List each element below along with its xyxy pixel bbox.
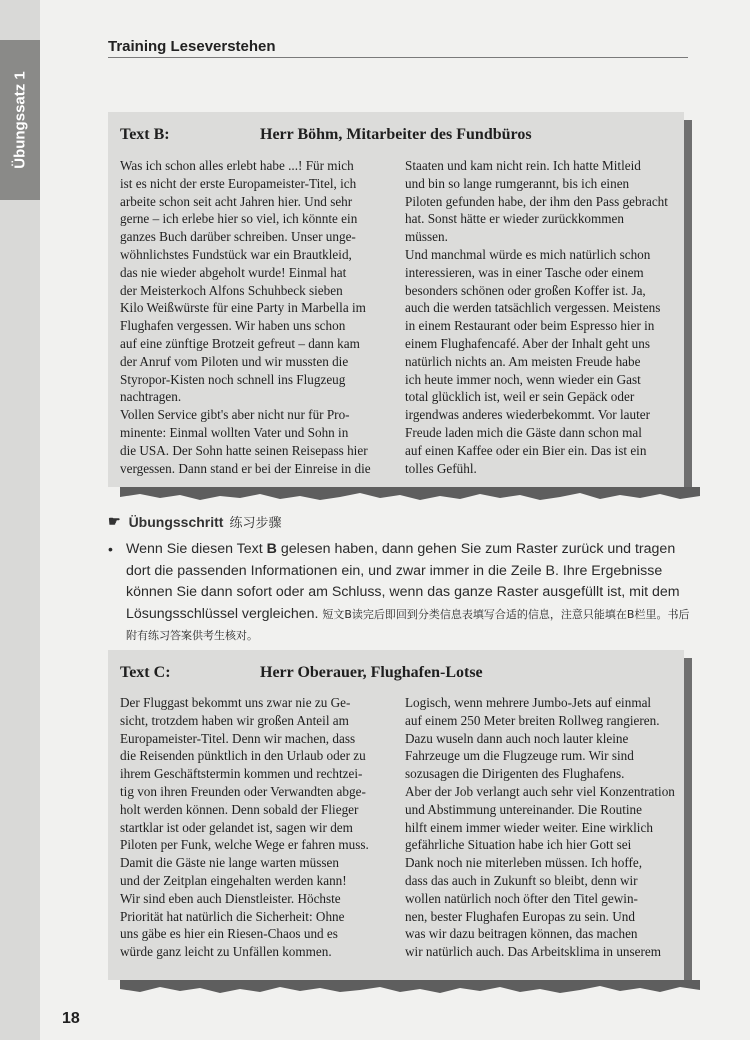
page-number: 18 [62, 1010, 80, 1027]
exercise-step [108, 512, 698, 647]
instruction-text-after: gelesen haben, dann gehen Sie zum Raster zurück und tragen dort die passenden Informationen ein, und zwar immer in die Zeile B. Ihre Ergebnisse können Sie dann sofort oder am Schluss, wenn das ganze Raster ausgefüllt ist, mit dem Lösungsschlüssel vergleichen. [126, 541, 680, 622]
text-line: der Meisterkoch Alfons Schuhbeck sieben [120, 282, 343, 298]
text-line: auch die werden tatsächlich vergessen. Meistens [405, 300, 661, 316]
text-line: und bin so lange rumgerannt, bis ich einen [405, 175, 630, 191]
text-line: hat. Sonst hätte er wieder zurückkommen [405, 211, 624, 227]
text-line: Fahrzeuge um die Flugzeuge rum. Wir sind [405, 748, 634, 764]
text-line: holt werden können. Denn sobald der Flieger [120, 801, 359, 817]
torn-edge [120, 487, 700, 501]
text-line: wöhnlichstes Fundstück war ein Brautkleid, [120, 246, 352, 262]
text-line: auf eine zünftige Brotzeit gefreut – dann kam [120, 335, 360, 351]
text-line: einem Flughafencafé. Aber der Inhalt geht uns [405, 335, 650, 351]
text-line: auf einen Kaffee oder ein Bier ein. Das ist ein [405, 442, 647, 458]
text-line: ich heute immer noch, wenn wieder ein Gast [405, 371, 641, 387]
text-line: ihrem Geschäftstermin kommen und rechtzei- [120, 766, 363, 782]
text-line: hilft einem immer wieder weiter. Eine wirklich [405, 819, 653, 835]
text-line: der Anruf vom Piloten und wir mussten die [120, 353, 349, 369]
text-line: Damit die Gäste nie lange warten müssen [120, 855, 339, 871]
text-line: Aber der Job verlangt auch sehr viel Konzentration [405, 783, 675, 799]
text-line: Piloten per Funk, welche Wege er fahren muss. [120, 837, 369, 853]
text-line: nen, bester Flughafen Europas zu sein. Und [405, 908, 635, 924]
text-line: würde ganz leicht zu Unfällen kommen. [120, 944, 332, 960]
text-c-box [108, 650, 684, 980]
text-line: Was ich schon alles erlebt habe ...! Für mich [120, 158, 354, 173]
text-line: vergessen. Dann stand er bei der Einreise in die [120, 460, 371, 476]
text-line: tolles Gefühl. [405, 460, 477, 476]
text-b-title: Herr Böhm, Mitarbeiter des Fundbüros [260, 126, 532, 143]
instruction-note-zh: 短文B读完后即回到分类信息表填写合适的信息，注意只能填在B栏里。书后附有练习答案供考生核对。 [126, 607, 690, 642]
text-line: Europameister-Titel. Denn wir machen, dass [120, 730, 356, 746]
exercise-step-title-zh: 练习步骤 [229, 515, 282, 530]
box-shadow [684, 658, 692, 984]
text-b-left-column [120, 157, 403, 477]
text-c-right-column [405, 694, 680, 961]
text-line: irgendwas anderes wiederbekommt. Vor lauter [405, 407, 650, 423]
text-line: wir natürlich auch. Das Arbeitsklima in unserem [405, 944, 661, 960]
text-line: Piloten gefunden habe, der ihm den Pass gebracht [405, 193, 668, 209]
text-line: Styropor-Kisten noch schnell ins Flugzeug [120, 371, 346, 387]
text-line: besonders schönen oder großen Koffer ist. Ja, [405, 282, 646, 298]
text-line: Dank noch nie miterleben müssen. Ich hoffe, [405, 855, 643, 871]
text-line: sozusagen die Dirigenten des Flughafens. [405, 766, 625, 782]
text-line: Wir sind eben auch Dienstleister. Höchste [120, 890, 341, 906]
text-line: Staaten und kam nicht rein. Ich hatte Mitleid [405, 158, 641, 173]
text-line: Dazu wuseln dann auch noch lauter kleine [405, 730, 629, 746]
text-c-title: Herr Oberauer, Flughafen-Lotse [260, 664, 483, 681]
text-b-right-column [405, 157, 680, 477]
text-line: Vollen Service gibt's aber nicht nur für Pro- [120, 407, 350, 423]
text-line: total glücklich ist, weil er sein Gepäck oder [405, 389, 635, 405]
text-line: Und manchmal würde es mich natürlich schon [405, 246, 651, 262]
text-b-heading [120, 126, 672, 144]
text-line: das nie wieder abgeholt wurde! Einmal hat [120, 264, 347, 280]
text-b-box [108, 112, 684, 487]
text-line: interessieren, was in einer Tasche oder einem [405, 264, 644, 280]
text-line: startklar ist oder gelandet ist, sagen wir dem [120, 819, 353, 835]
text-line: sicht, trotzdem haben wir großen Anteil am [120, 712, 349, 728]
instruction-text-bold: B [266, 541, 277, 557]
text-line: nachtragen. [120, 389, 182, 405]
header-divider [108, 57, 688, 58]
text-line: ganzes Buch darüber schreiben. Unser unge- [120, 229, 356, 245]
text-line: arbeite schon seit acht Jahren hier. Und sehr [120, 193, 353, 209]
text-line: und der Zeitplan eingehalten werden kann! [120, 872, 347, 888]
section-tab [0, 40, 40, 200]
text-line: Priorität hat natürlich die Sicherheit: Ohne [120, 908, 345, 924]
text-line: gerne – ich erlebe hier so viel, ich könnte ein [120, 211, 358, 227]
text-line: auf einem 250 Meter breiten Rollweg rangieren. [405, 712, 660, 728]
text-line: die USA. Der Sohn hatte seinen Reisepass hier [120, 442, 368, 458]
torn-edge [120, 980, 700, 994]
bullet-icon: • [108, 541, 113, 557]
section-tab-label: Übungssatz 1 [11, 71, 29, 169]
text-c-label: Text C: [120, 664, 171, 681]
text-line: tig von ihren Freunden oder Verwandten abge- [120, 783, 366, 799]
pointing-hand-icon: ☛ [108, 513, 121, 529]
text-line: gefährliche Situation habe ich hier Gott sei [405, 837, 632, 853]
text-line: Freude laden mich die Gäste dann schon mal [405, 424, 642, 440]
text-line: Der Fluggast bekommt uns zwar nie zu Ge- [120, 695, 351, 710]
text-line: und Abstimmung untereinander. Die Routine [405, 801, 642, 817]
exercise-step-heading [108, 512, 698, 531]
text-line: die Reisenden pünktlich in den Urlaub oder zu [120, 748, 366, 764]
text-line: ist es nicht der erste Europameister-Titel, ich [120, 175, 357, 191]
text-line: müssen. [405, 229, 448, 245]
text-line: natürlich nichts an. Am meisten Freude habe [405, 353, 641, 369]
exercise-step-title: Übungsschritt [128, 513, 224, 530]
page-header-title: Training Leseverstehen [108, 38, 276, 55]
exercise-instruction [108, 539, 698, 647]
text-line: uns gäbe es hier ein Riesen-Chaos und es [120, 926, 338, 942]
text-line: Flughafen vergessen. Wir haben uns schon [120, 318, 346, 334]
instruction-text-before: Wenn Sie diesen Text [126, 541, 267, 557]
text-line: minente: Einmal wollten Vater und Sohn in [120, 424, 349, 440]
text-line: dass das auch in Zukunft so bleibt, denn wir [405, 872, 638, 888]
text-line: wollen natürlich noch öfter den Titel gewin- [405, 890, 638, 906]
box-shadow [684, 120, 692, 491]
text-c-heading [120, 664, 672, 682]
text-line: was wir dazu beitragen können, das machen [405, 926, 638, 942]
text-line: in einem Restaurant oder beim Espresso hier in [405, 318, 655, 334]
text-c-left-column [120, 694, 403, 961]
text-b-label: Text B: [120, 126, 170, 143]
text-line: Kilo Weißwürste für eine Party in Marbella im [120, 300, 366, 316]
text-line: Logisch, wenn mehrere Jumbo-Jets auf einmal [405, 695, 652, 710]
